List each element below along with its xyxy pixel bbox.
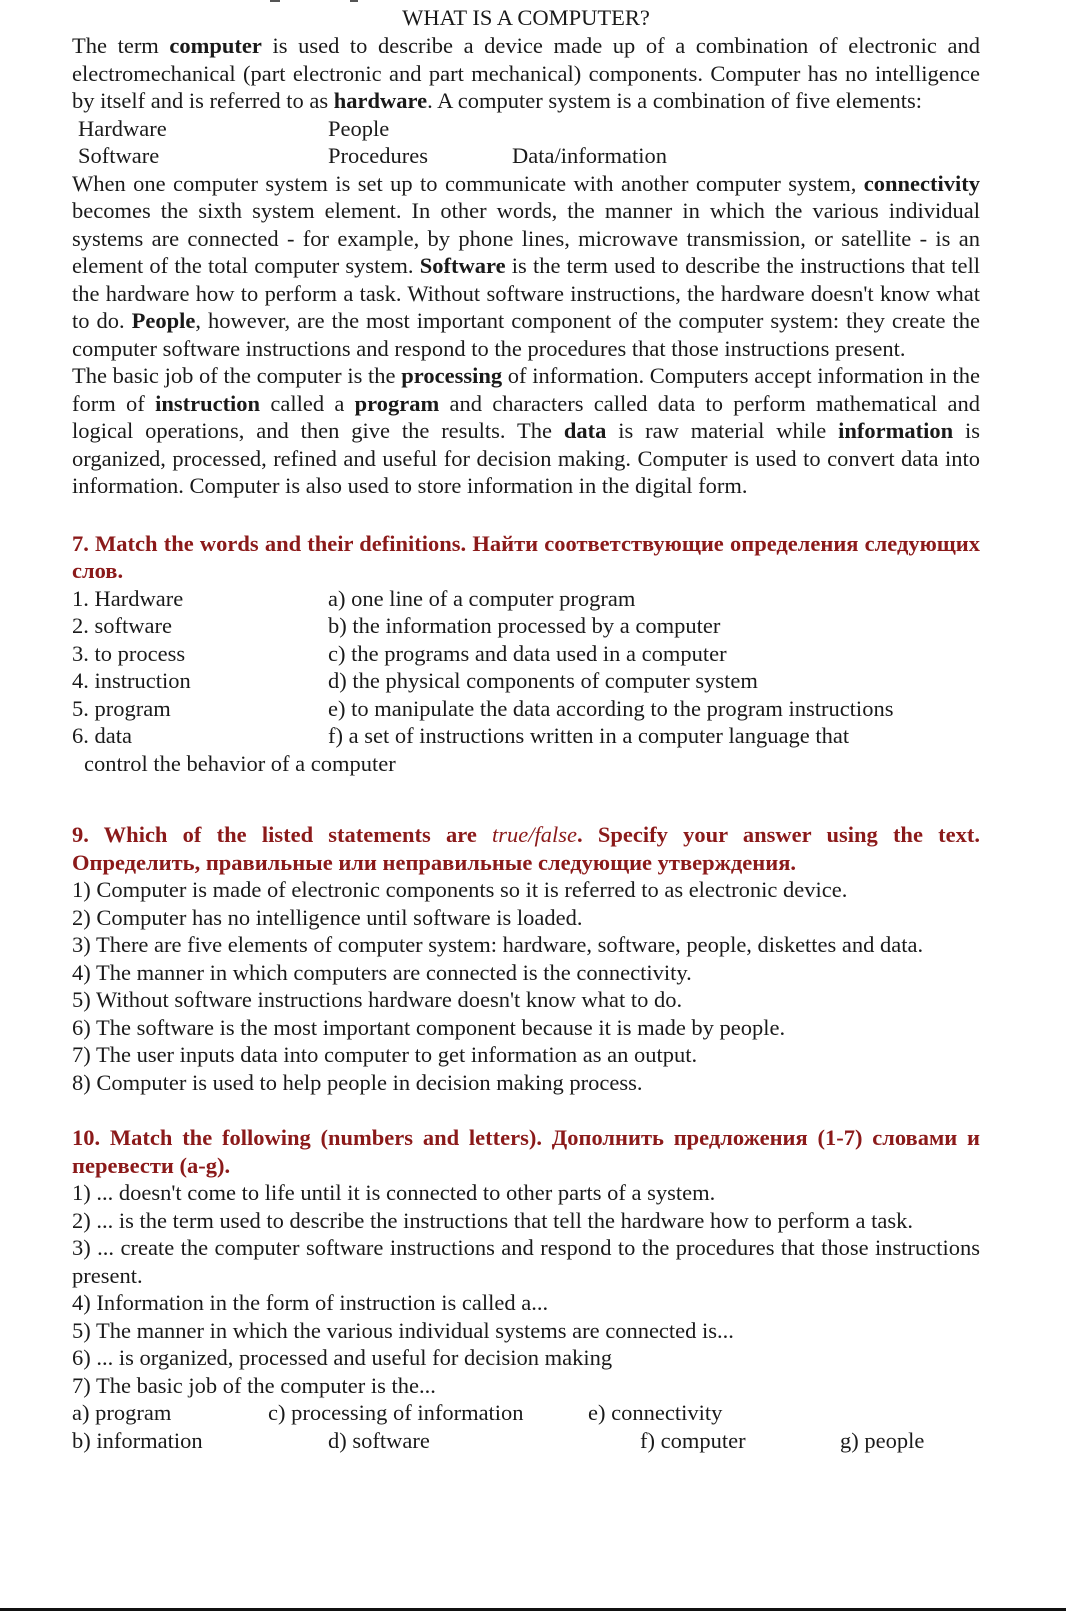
- term-processing: processing: [401, 363, 503, 388]
- sentence-item: 1) ... doesn't come to life until it is connected to other parts of a system.: [72, 1180, 716, 1205]
- match-row: [72, 585, 980, 613]
- heading-text: . Specify your answer using the text. Определить, правильные или неправильные следующие утверждения.: [72, 822, 981, 875]
- match-row: [72, 667, 980, 695]
- text-run: When one computer system is set up to communicate with another computer system,: [72, 170, 864, 196]
- spacer: [72, 777, 980, 821]
- intro-section-continued: [72, 170, 980, 500]
- term-computer: computer: [169, 33, 262, 58]
- element-procedures: Procedures: [328, 143, 428, 168]
- statement-list: [72, 876, 980, 1096]
- elements-row-2: [72, 142, 980, 170]
- term-item: 6. data: [72, 723, 132, 748]
- sentence-list: [72, 1179, 980, 1399]
- exercise-10-heading: 10. Match the following (numbers and letters). Дополнить предложения (1-7) словами и перевести (a-g).: [72, 1125, 980, 1178]
- sentence-item: 4) Information in the form of instruction is called a...: [72, 1290, 549, 1315]
- sentence-item: 5) The manner in which the various individual systems are connected is...: [72, 1317, 734, 1343]
- term-data: data: [563, 418, 607, 443]
- term-item: 2. software: [72, 613, 172, 638]
- intro-section: [72, 32, 980, 115]
- sentence-item: 3) ... create the computer software instructions and respond to the procedures that those instructions present.: [72, 1235, 980, 1288]
- element-people: People: [328, 115, 390, 141]
- text-run: , however, are the most important component of the computer system: they create the computer software instructions and respond to the procedures that those instructions present.: [72, 308, 980, 361]
- intro-paragraph-1: [72, 32, 980, 115]
- term-software: Software: [419, 253, 506, 278]
- term-program: program: [354, 390, 440, 416]
- exercise-9: [72, 821, 980, 1096]
- definition-item: f) a set of instructions written in a computer language that: [328, 723, 850, 748]
- term-connectivity: connectivity: [863, 170, 980, 196]
- text-run: . A computer system is a combination of five elements:: [427, 88, 923, 113]
- text-run: The basic job of the computer is the: [72, 363, 402, 388]
- statement-item: 6) The software is the most important component because it is made by people.: [72, 1014, 786, 1040]
- option-item: d) software: [328, 1427, 430, 1453]
- term-people: People: [131, 308, 196, 333]
- term-information: information: [838, 418, 954, 443]
- sentence-item: 2) ... is the term used to describe the instructions that tell the hardware how to perform a task.: [72, 1207, 914, 1233]
- element-hardware: Hardware: [78, 115, 167, 141]
- match-row: [72, 695, 980, 723]
- option-item: f) computer: [640, 1427, 746, 1453]
- definition-item: a) one line of a computer program: [328, 585, 636, 611]
- element-data-information: Data/information: [512, 143, 667, 168]
- page-bottom-rule: [0, 1608, 1066, 1611]
- term-item: 5. program: [72, 695, 171, 721]
- text-run: and characters called data to perform mathematical and logical operations, and then give the results. The: [72, 390, 980, 443]
- term-hardware: hardware: [333, 88, 428, 113]
- term-item: 3. to process: [72, 640, 186, 666]
- term-item: 4. instruction: [72, 668, 191, 693]
- term-item: 1. Hardware: [72, 585, 184, 611]
- option-item: c) processing of information: [268, 1400, 524, 1425]
- option-item: g) people: [840, 1427, 925, 1453]
- heading-text: 9. Which of the listed statements are: [72, 822, 493, 847]
- elements-row-1: [72, 115, 980, 143]
- term-instruction: instruction: [155, 390, 261, 416]
- statement-item: 2) Computer has no intelligence until software is loaded.: [72, 904, 583, 930]
- definition-item: e) to manipulate the data according to the program instructions: [328, 695, 894, 721]
- intro-paragraph-2: [72, 170, 980, 363]
- element-software: Software: [78, 143, 160, 168]
- match-row: [72, 640, 980, 668]
- statement-item: 5) Without software instructions hardware doesn't know what to do.: [72, 987, 683, 1012]
- exercise-7: [72, 530, 980, 778]
- definition-item: c) the programs and data used in a computer: [328, 640, 727, 666]
- exercise-7-heading: 7. Match the words and their definitions. Найти соответствующие определения следующих слов.: [72, 530, 980, 583]
- text-run: called a: [260, 390, 355, 416]
- match-row: [72, 612, 980, 640]
- intro-paragraph-3: [72, 362, 980, 500]
- spacer: [72, 1096, 980, 1124]
- text-run: is used to describe a device made up of a combination of electronic and electromechanical (part electronic and part mechanical) components. Computer has no intelligence by itself and is referred to as: [72, 33, 980, 113]
- text-run: is the term used to describe the instructions that tell the hardware how to perform a task. Without software instructions, the hardware doesn't know what to do.: [72, 253, 980, 333]
- exercise-9-heading: [72, 821, 980, 876]
- sentence-item: 6) ... is organized, processed and useful for decision making: [72, 1345, 613, 1370]
- statement-item: 1) Computer is made of electronic components so it is referred to as electronic device.: [72, 877, 848, 902]
- statement-item: 7) The user inputs data into computer to get information as an output.: [72, 1042, 698, 1067]
- spacer: [72, 500, 980, 530]
- statement-item: 3) There are five elements of computer system: hardware, software, people, diskettes and data.: [72, 932, 924, 957]
- option-item: e) connectivity: [588, 1400, 723, 1425]
- exercise-10: [72, 1124, 980, 1454]
- text-run: of information. Computers accept information in the form of: [72, 363, 980, 416]
- options-row-1: [72, 1399, 980, 1427]
- text-run: The term: [72, 33, 170, 58]
- definition-continuation: control the behavior of a computer: [84, 750, 396, 776]
- heading-italic: true/false: [492, 822, 578, 847]
- sentence-item: 7) The basic job of the computer is the...: [72, 1372, 436, 1398]
- definition-item: b) the information processed by a computer: [328, 613, 721, 638]
- text-run: becomes the sixth system element. In other words, the manner in which the various individual systems are connected - for example, by phone lines, microwave transmission, or satellite - is an element of the total computer system.: [72, 198, 980, 278]
- text-run: is raw material while: [606, 418, 839, 443]
- text-run: is organized, processed, refined and useful for decision making. Computer is used to convert data into information. Computer is also used to store information in the digital form.: [72, 418, 980, 498]
- definition-item: d) the physical components of computer system: [328, 668, 758, 693]
- match-row: [72, 722, 980, 750]
- option-item: a) program: [72, 1400, 172, 1425]
- options-row-2: [72, 1427, 980, 1455]
- document-content: [72, 0, 980, 1454]
- page-title: WHAT IS A COMPUTER?: [402, 5, 650, 30]
- option-item: b) information: [72, 1427, 203, 1453]
- statement-item: 4) The manner in which computers are connected is the connectivity.: [72, 959, 692, 985]
- definition-continuation-row: [72, 750, 980, 778]
- statement-item: 8) Computer is used to help people in decision making process.: [72, 1069, 643, 1095]
